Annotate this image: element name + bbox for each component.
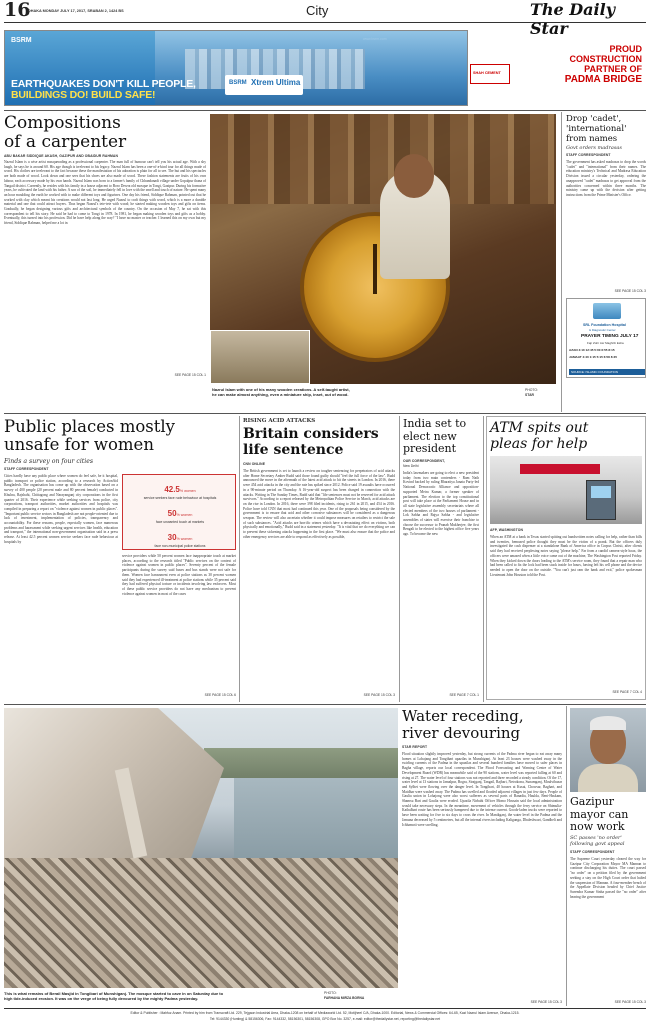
gazipur-subhead-line-2: following govt appeal — [570, 841, 625, 847]
erosion-credit-label: PHOTO: — [324, 991, 337, 995]
gazipur-headline-line-1: Gazipur — [570, 795, 615, 808]
india-headline-line-2: elect new — [403, 429, 457, 443]
cadet-subhead: Govt orders madrasas — [566, 145, 622, 151]
water-headline-line-2: river devouring — [402, 724, 521, 742]
india-headline-line-3: president — [403, 442, 457, 455]
carpenter-face — [394, 154, 434, 198]
india-headline — [403, 418, 481, 456]
clock-hand — [373, 244, 377, 294]
carpenter-photo-credit — [525, 388, 538, 397]
dateline: DHAKA MONDAY JULY 17, 2017, SRABAN 2, 1424 BS — [28, 9, 124, 13]
stat-1 — [125, 477, 235, 500]
erosion-caption-line-1: This is what remains of Berail Masjid in Tongibari of Munshiganj. The mosque started to cave in on Saturday due to — [4, 991, 224, 996]
product-name: Xtrem Ultima — [251, 78, 301, 87]
india-body: India's lawmakers are going to elect a new president today from two main contenders - Ram Nath Kovind backed by ruling Bharatiya Janata Party-led National Democratic Alliance and opposition-supported Meira Kumar, a former speaker of parliament. The election to the top constitutional post will take place at the Parliament House and in all state legislative assembly secretariats where all elected members of the two houses of parliament - Lok Sabha and Rajya Sabha - and legislative assemblies of states will exercise their franchise to choose the successor to Pranab Mukherjee, the first Bengali to be elected to the highest office five years ago. To become the new — [403, 471, 479, 537]
erosion-caption-line-2: high tide-induced erosion. It was on the verge of being fully devoured by the mighty Padma yesterday. — [4, 996, 199, 1002]
padma-line-4: PADMA BRIDGE — [564, 74, 642, 85]
imprint-line-2: Tel: 9144330 (Hunting) & 58156306, Fax: 9144332, 58156301, 58156308, GPO Box No. 3257, e-mail: editor@thedailystar.net, reporting@thedailystar.net — [209, 1017, 441, 1021]
stat-2-value: 50 — [167, 509, 177, 518]
carpenter-credit-label: PHOTO: — [525, 388, 538, 392]
page-number: 16 — [4, 0, 31, 21]
gazipur-headline-line-3: now work — [570, 820, 625, 833]
atm-jump[interactable]: SEE PAGE 7 COL 4 — [612, 690, 642, 694]
prayer-ad[interactable] — [566, 298, 646, 378]
ad-headline-1: EARTHQUAKES DON'T KILL PEOPLE, — [11, 78, 196, 90]
carpenter-jump[interactable]: SEE PAGE 15 COL 1 — [174, 373, 206, 377]
carpenter-credit-source: STAR — [525, 392, 534, 397]
carpenter-caption-line-2: he can make almost anything, even a miniature ship, inset, out of wood. — [212, 392, 349, 398]
cadet-headline-line-2: 'international' — [566, 124, 627, 134]
paper-name: The Daily Star — [530, 0, 615, 38]
britain-kicker: RISING ACID ATTACKS — [243, 418, 316, 424]
britain-byline: CNN ONLINE — [243, 462, 266, 466]
masthead — [0, 0, 650, 38]
water-jump[interactable]: SEE PAGE 15 COL 3 — [530, 1000, 562, 1004]
rubble-pile — [4, 858, 398, 988]
britain-headline-line-1: Britain considers — [243, 426, 379, 442]
hospital-building-icon — [593, 303, 621, 319]
carpenter-caption — [212, 387, 512, 397]
gazipur-body: The Supreme Court yesterday cleared the way for Gazipur City Corporation Mayor MA Mannan to continue discharging his duties. The court passed "no order" on a petition filed by the government seeking a stay on the High Court order that halted the suspension of Mannan. A four-member bench of the Appellate Division headed by Chief Justice Surendra Kumar Sinha passed the "no order" after hearing the government — [570, 857, 646, 899]
erosion-photo-credit — [324, 991, 364, 1000]
bank-sign — [520, 464, 600, 474]
prayer-row-jamaat: JAMAAT 4:40 1:15 5:15 6:58 8:45 — [569, 355, 617, 359]
cadet-body: The government has asked madrasas to drop the words "cadet" and "international" from their names. The education ministry's Technical and Madrasa Education Division issued a circular yesterday, ordering the unapproved "cadet" madrasas to get approval from the authorities concerned within three months. The ministry came up with the decision after getting instructions from the Prime Minister's Office. — [566, 160, 646, 197]
atm-photo — [490, 456, 642, 524]
atm-body: When an ATM at a bank in Texas started spitting out handwritten notes calling for help, rather than bills and twenties, bemused police thought they must be the victim of a prank. But the officers duly investigated the cash dispenser at a standalone Bank of America office in Corpus Christi, after clients said they had received perplexing notes saying "please help." Far from a candid camera-style hoax, the officers were amazed when a little voice came out of the machine, The Washington Post reported Friday. When they kicked down the doors leading to the ATM's service room, they found that a repair man who had been called to fix the lock had been stuck inside for hours, having left his cell phone and the device needed to open the door on the outside. "You can't just ram the bank and exit," police spokesman Lieutenant John Houston told the Post. — [490, 535, 642, 577]
india-byline: OUR CORRESPONDENT, — [403, 459, 445, 463]
inset-ship-photo — [210, 330, 310, 384]
india-headline-line-1: India set to — [403, 417, 467, 430]
water-body: Flood situation slightly improved yesterday, but strong currents of the Padma river began to eat away many homes at Lohajang and Tongibari upazilas in Munshiganj. At least 23 houses were washed away in the swirling currents of the Padma in the upazilas and several hundred families have moved to safer places in Bagha village, reports our local correspondent. The Flood Forecasting and Warning Centre of Water Development Board (WDB) has meanwhile said of the 90 stations, water level was reported falling at 60 and rising at 27. The water level of four stations was not reported and three recorded a steady condition. Of the 17, water level at 13 stations in Jamalpur, Bogra, Sirajganj, Tangail, Rajbari, Netrokona, Sunamganj, Moulvibazar and Sylhet were flowing over the danger level. In Tongibari, 40 houses at Kusai, Chowsar, Baghari, and Maidhar were washed away. The Padma has swelled and flooded adjacent villages in just few days. People of Gaulia union in Lohajong were also worst sufferers as several parts of Banadia, Haulda, Beni-Haskam, Shamsu Bari and Gaulia were eroded. Upazila Nirbahi Officer Momo Hossain said the local administration would take necessary steps. In the meantime, movement of vehicles through the ferry service on Shimulia-Kathalbari route has been seriously hampered due to the intense current. Goods-laden trucks were reported to have been waiting for five to six days to cross the river. In Manikganj, the water level in the Padma and the Jamuna decreased by 5 centimetres, but all the internal rivers including Kaliganga, Dhaleshwari, Gandheli and Ichhamoti were swelling. — [402, 752, 562, 827]
atm-headline-line-1: ATM spits out — [490, 420, 589, 436]
stat-3-suffix: % women — [176, 537, 193, 541]
carpenter-headline-line-2: of a carpenter — [4, 132, 127, 152]
bsrm-logo: BSRM — [11, 37, 32, 44]
public-places-body: Cities hardly have any public place where women do feel safe, be it hospital, public transport or police station, according to a research by ActionAid Bangladesh. The organisation has come up with the observation based on a survey of 400 people (20 percent male and 80 percent female) conducted in Khulna, Rajshahi, Chittagong and Narayanganj city corporations in the first quarter of 2016. Their experience while seeking services from police, city corporations, transport authorities, market authorities and hospitals was compiled in preparing a report on "violence against women in public places". "Important public service sectors in Bangladesh are not people-oriented due to lack of investment, implementation of policies, transparency and accountability. For these reasons, people, especially women, face numerous problems and harassment while seeking urgent services like health, education and transport," the international non-government organisation said in a press release. At least 42.5 percent women service seekers face rude behaviour at hospitals by — [4, 474, 118, 544]
mosque-ruins — [4, 708, 224, 858]
public-places-jump[interactable]: SEE PAGE 15 COL 6 — [204, 693, 236, 697]
bsrm-ad[interactable] — [4, 30, 468, 106]
public-places-body-col2: service providers while 50 percent women face inappropriate touch at market places, according to the research titled "Public services on the context of violence against women in public places". Seventy percent of the female participants during the survey said buses and bus stands were not safe for them. Women face harassment even at police stations as 30 percent women said they had experienced ill-treatment at police stations while 35 percent said they had suffered physical torture or incidents involving law enforcers. Most of these public service providers do not have any mechanism to prevent violence against women in most of the cases — [122, 554, 236, 596]
ad-headline-2: BUILDINGS DO! BUILD SAFE! — [11, 89, 156, 101]
stat-2-suffix: % women — [176, 513, 193, 517]
britain-headline-line-2: life sentence — [243, 442, 344, 458]
prayer-row-azan: AZAN 4:10 12:45 5:00 6:55 8:15 — [569, 348, 615, 352]
padma-line-3: PARTNER OF — [584, 64, 642, 74]
carpenter-headline-line-1: Compositions — [4, 113, 121, 133]
stat-1-suffix: % women — [179, 489, 196, 493]
prayer-subtitle: Fajr Zohr Asr Maghrib Esha — [587, 341, 624, 345]
gazipur-headline-line-2: mayor can — [570, 807, 629, 821]
imprint-line: Editor & Publisher : Mahfuz Anam. Printed by him from Transcraft Ltd. 229, Tejgaon Industrial Area, Dhaka-1208 on behalf of Mediaworld Ltd. 52, Motijheel C/A, Dhaka-1000. Editorial, News & Commercial Offices: 64-65, Kazi Nazrul Islam Avenue, Dhaka-1215. — [130, 1011, 520, 1015]
britain-headline — [243, 426, 397, 458]
prayer-source: SOURCE: ISLAMIC FOUNDATION — [569, 369, 645, 375]
water-byline: STAR REPORT — [402, 745, 428, 749]
public-places-headline-line-1: Public places mostly — [4, 417, 176, 436]
atm-headline-line-2: pleas for help — [490, 436, 588, 452]
cadet-headline-line-1: Drop 'cadet', — [566, 114, 622, 124]
carpenter-headline — [4, 114, 214, 152]
cadet-byline: STAFF CORRESPONDENT — [566, 153, 611, 157]
britain-body: The British government is set to launch a review on tougher sentencing for perpetrators of acid attacks after Home Secretary Amber Rudd said those found guilty should "feel the full force of the law". Rudd announced the move in the aftermath of the latest acid attack to hit the streets in London. In 2016, there were 454 acid attacks in the city and the rate has spiked since 2012. Police said 19 assaults have occurred in a 90-minute period on Thursday. A 16-year-old suspect has been charged in connection with the attacks. Writing in The Sunday Times, Rudd said that "life sentences must not be reserved for acid attack survivors." According to a report released by the Metropolitan Police Service in March, acid attacks are on the rise in London. In 2016, there were 398 filed incidents, rising to 261 in 2015, and 454 in 2016. Police have told CNN that most had continued this year. One of the proposals being considered by the government is to ensure that acid and other corrosive substances will be considered as a dangerous weapon. The review will also ascertain whether it could impose measures on retailers to restrict the sale of such substances. "Acid attacks are horrific crimes which have a devastating effect on victims, both physically and emotionally," Rudd said in a statement yesterday. "It is vital that we do everything we can to prevent these sickening attacks happening in the first place. "We must also ensure that the police and other emergency services are able to respond as effectively as possible, — [243, 469, 395, 539]
carpenter-caption-line-1: Nazrul Islam with one of his many wooden creations. A self-taught artist, — [212, 387, 350, 392]
india-jump[interactable]: SEE PAGE 7 COL 1 — [449, 693, 479, 697]
erosion-credit-source: FARHANA MIRZA BORNA — [324, 995, 365, 1000]
section-name: City — [306, 3, 329, 18]
mayor-photo — [570, 708, 646, 792]
tree-line — [204, 748, 398, 778]
carpenter-photo — [210, 114, 556, 384]
public-places-headline-line-2: unsafe for women — [4, 435, 154, 454]
atm-screen — [591, 486, 611, 498]
padma-line-2: CONSTRUCTION — [569, 54, 642, 64]
gazipur-byline: STAFF CORRESPONDENT — [570, 850, 615, 854]
india-byline-city: New Delhi — [403, 464, 419, 468]
hospital-name: SRL Foundation Hospital — [583, 323, 626, 327]
padma-line-1: PROUD — [609, 44, 642, 54]
water-headline — [402, 708, 572, 742]
cadet-headline-line-3: from names — [566, 134, 618, 144]
britain-jump[interactable]: SEE PAGE 15 COL 3 — [363, 693, 395, 697]
stat-3 — [125, 525, 235, 548]
stat-3-value: 30 — [167, 533, 177, 542]
mayor-hair — [590, 716, 626, 730]
cadet-headline — [566, 114, 646, 144]
product-brand: BSRM — [229, 80, 247, 86]
stat-3-text: face non-municipal police stations — [154, 544, 206, 548]
shah-cement-badge — [470, 64, 510, 84]
stat-2 — [125, 501, 235, 524]
stat-2-text: face unwanted touch at markets — [155, 520, 205, 524]
mayor-shirt — [578, 764, 638, 792]
carpenter-body: Nazrul Islam is a wise artist masquerading as a professional carpenter. The man full of humour can't tell you his actual age. With a shy laugh, he says he is around 60. His age though is irrelevant to his legacy. Nazrul Islam has been a one-of-a-kind tour for all things made of wood. His clothes are irrelevant to the fact because these the manifestation of his adoration is plain for all to see. The hut and his spectacles are both made of wood. Look down and one sees that his shoes are also made of wood. These fashion statements are fruits of his own labour, each accessory made by his own hands. Nazrul Islam was born to a farmer's family of Chhandanadi village under Gopalpur thana of Tangail district. Currently, he resides with his family in a house adjacent to Boro Dewra old mosque in Tongi, Gazipur. During his formative years, he cultivated the land with his father. A son of the soil, he immediately fell in love with the smell and touch of nature. He spent many an hour moulding the earth he worked with to make different toys and figurines. One day his friend, Siddique Rahman, pointed out that he worked with clay which meant his creations would not last long. He urged Nazrul to craft things with wood, which is a more a durable material and one that could attract buyers. Thus began Nazrul's tete-tete with wood; he started making wooden toys and gifts on items. Gradually, he began designing various gifts and architectural symbols of the country. On the occasion of May 7, he sat with this correspondent to tell his story. He said he had to come to Tongi in 1978. In 1981, he began making wooden toys and gifts as a hobby. Eventually, this turned into his profession. Did he have help along the way? "I have no master or teacher. I learned this on my own but my friend, Siddique Rahman, helped me a lot in — [4, 160, 206, 226]
partner-badge-label: SHAH CEMENT — [473, 71, 501, 75]
atm-headline — [490, 420, 644, 452]
erosion-caption — [4, 991, 314, 1001]
gazipur-jump[interactable]: SEE PAGE 15 COL 3 — [614, 1000, 646, 1004]
public-places-headline — [4, 418, 236, 454]
padma-partner-block — [516, 44, 642, 85]
gazipur-subhead — [570, 835, 646, 847]
atm-byline: AFP, WASHINGTON — [490, 528, 524, 532]
water-headline-line-1: Water receding, — [402, 707, 524, 725]
hospital-sub: & Diagnostic Center — [589, 327, 616, 332]
public-places-subhead: Finds a survey on four cities — [4, 458, 94, 465]
stat-1-text: service seekers face rude behaviour at hospitals — [143, 496, 217, 500]
carpenter-byline: ABU BAKAR SIDDIQUE AKASH, GAZIPUR AND OBAIDUR RAHMAN — [4, 154, 119, 158]
stat-1-value: 42.5 — [164, 485, 180, 494]
public-places-byline: STAFF CORRESPONDENT — [4, 467, 49, 471]
survey-stats-box — [122, 474, 236, 550]
gazipur-subhead-line-1: SC passes 'no order' — [570, 835, 622, 841]
erosion-photo — [4, 708, 398, 988]
cadet-jump[interactable]: SEE PAGE 15 COL 3 — [614, 289, 646, 293]
prayer-title: PRAYER TIMING JULY 17 — [581, 334, 639, 339]
gazipur-headline — [570, 796, 646, 834]
